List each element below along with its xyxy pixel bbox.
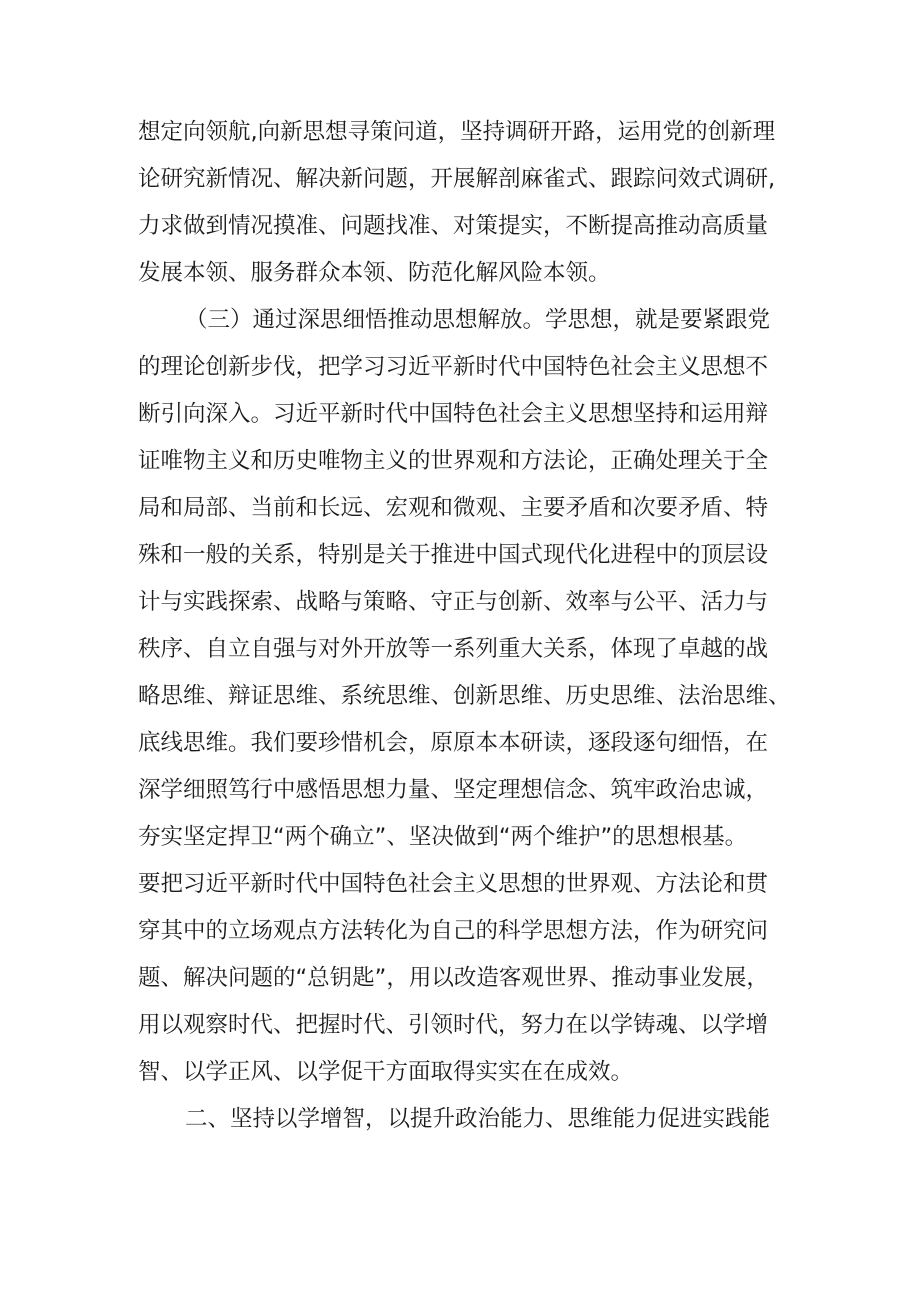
text-line: 力求做到情况摸准、问题找准、对策提实，不断提高推动高质量: [138, 213, 769, 239]
text-line: 论研究新情况、解决新问题，开展解剖麻雀式、跟踪问效式调研,: [138, 166, 776, 192]
text-line: 的理论创新步伐，把学习习近平新时代中国特色社会主义思想不: [138, 354, 769, 380]
text-line: 深学细照笃行中感悟思想力量、坚定理想信念、筑牢政治忠诚，: [138, 777, 769, 803]
section-heading-line: 二、坚持以学增智，以提升政治能力、思维能力促进实践能: [185, 1106, 771, 1132]
text-line: 殊和一般的关系，特别是关于推进中国式现代化进程中的顶层设: [138, 542, 769, 568]
text-line: 穿其中的立场观点方法转化为自己的科学思想方法，作为研究问: [138, 918, 769, 944]
text-line: 夯实坚定捍卫“两个确立”、坚决做到“两个维护”的思想根基。: [138, 824, 748, 850]
paragraph-heading-line: （三）通过深思细悟推动思想解放。学思想，就是要紧跟党: [185, 307, 771, 333]
text-line: 发展本领、服务群众本领、防范化解风险本领。: [138, 260, 611, 286]
text-line: 断引向深入。习近平新时代中国特色社会主义思想坚持和运用辩: [138, 401, 769, 427]
text-line: 想定向领航,向新思想寻策问道，坚持调研开路，运用党的创新理: [138, 119, 776, 145]
text-line: 底线思维。我们要珍惜机会，原原本本研读，逐段逐句细悟，在: [138, 730, 769, 756]
text-line: 智、以学正风、以学促干方面取得实实在在成效。: [138, 1059, 634, 1085]
text-line: 用以观察时代、把握时代、引领时代，努力在以学铸魂、以学增: [138, 1012, 769, 1038]
text-line: 计与实践探索、战略与策略、守正与创新、效率与公平、活力与: [138, 589, 769, 615]
text-line: 局和局部、当前和长远、宏观和微观、主要矛盾和次要矛盾、特: [138, 495, 769, 521]
text-line: 要把习近平新时代中国特色社会主义思想的世界观、方法论和贯: [138, 871, 769, 897]
text-line: 略思维、辩证思维、系统思维、创新思维、历史思维、法治思维、: [138, 683, 791, 709]
text-line: 证唯物主义和历史唯物主义的世界观和方法论，正确处理关于全: [138, 448, 769, 474]
text-line: 秩序、自立自强与对外开放等一系列重大关系，体现了卓越的战: [138, 636, 769, 662]
text-line: 题、解决问题的“总钥匙”，用以改造客观世界、推动事业发展，: [138, 965, 769, 991]
